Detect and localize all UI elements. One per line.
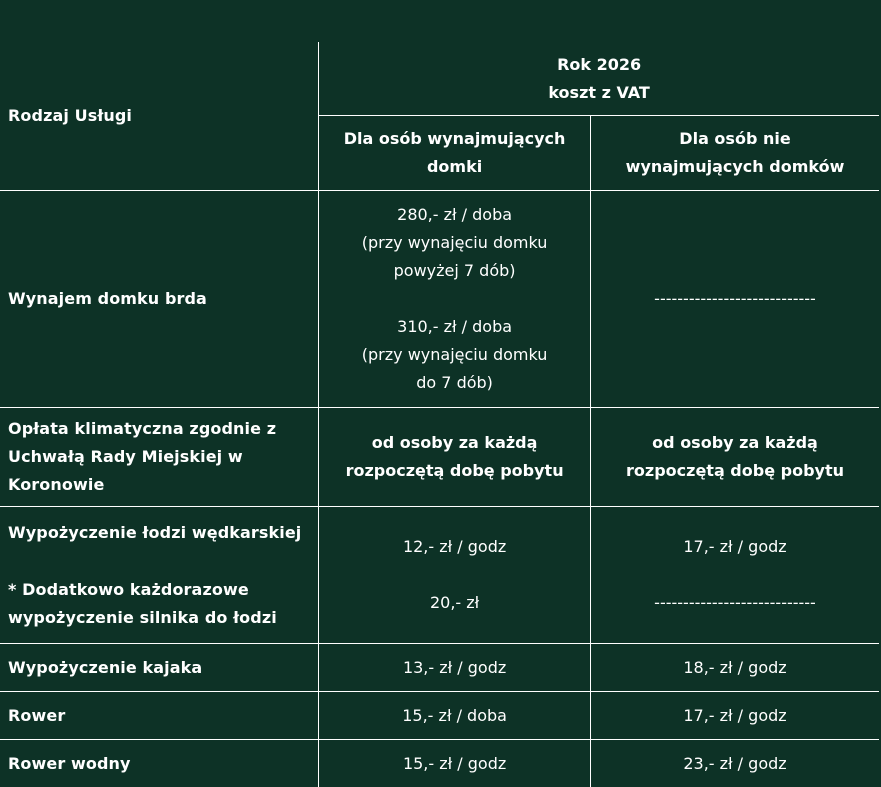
header-row-year xyxy=(0,42,879,116)
table-row-klimat xyxy=(0,408,879,507)
price-line: 12,- zł / godz xyxy=(327,533,582,561)
nonrenters-price xyxy=(591,191,880,408)
renters-price xyxy=(319,191,591,408)
service-name-line: Koronowie xyxy=(8,471,310,499)
service-name xyxy=(0,644,319,692)
price-line: od osoby za każdą xyxy=(327,429,582,457)
nonrenters-header-line1: Dla osób nie xyxy=(599,125,871,153)
nonrenters-price xyxy=(591,507,880,644)
price-line: 17,- zł / godz xyxy=(599,533,871,561)
renters-price xyxy=(319,408,591,507)
price-line: od osoby za każdą xyxy=(599,429,871,457)
dash-placeholder: ---------------------------- xyxy=(654,289,816,308)
price-line: 18,- zł / godz xyxy=(683,658,786,677)
table-row-kajak xyxy=(0,644,879,692)
nonrenters-price xyxy=(591,644,880,692)
service-name xyxy=(0,408,319,507)
renters-price xyxy=(319,692,591,740)
renters-header-line1: Dla osób wynajmujących xyxy=(327,125,582,153)
service-type-label: Rodzaj Usługi xyxy=(8,106,132,125)
nonrenters-header-line2: wynajmujących domków xyxy=(599,153,871,181)
price-line: 17,- zł / godz xyxy=(683,706,786,725)
price-line: 13,- zł / godz xyxy=(403,658,506,677)
extra-price-line: 20,- zł xyxy=(327,589,582,617)
table-row-wodny xyxy=(0,740,879,787)
price-table xyxy=(0,42,879,787)
service-name xyxy=(0,692,319,740)
service-name-label: Rower xyxy=(8,706,65,725)
price-line: 310,- zł / doba xyxy=(327,313,582,341)
service-name xyxy=(0,191,319,408)
service-name xyxy=(0,740,319,787)
service-name-line: Opłata klimatyczna zgodnie z xyxy=(8,415,310,443)
service-name xyxy=(0,507,319,644)
table-row-domek xyxy=(0,191,879,408)
nonrenters-price xyxy=(591,692,880,740)
service-name-line: Uchwałą Rady Miejskiej w xyxy=(8,443,310,471)
service-type-header xyxy=(0,42,319,191)
renters-price xyxy=(319,507,591,644)
renters-column-header xyxy=(319,116,591,191)
renters-price xyxy=(319,740,591,787)
price-line: 15,- zł / doba xyxy=(402,706,507,725)
nonrenters-price xyxy=(591,408,880,507)
price-note-line: do 7 dób) xyxy=(327,369,582,397)
price-line: rozpoczętą dobę pobytu xyxy=(327,457,582,485)
service-name-label: Rower wodny xyxy=(8,754,131,773)
year-label: Rok 2026 xyxy=(327,51,871,79)
service-name-label: Wypożyczenie łodzi wędkarskiej xyxy=(8,519,310,547)
year-header xyxy=(319,42,879,116)
price-line: 15,- zł / godz xyxy=(403,754,506,773)
nonrenters-column-header xyxy=(591,116,880,191)
table-row-rower xyxy=(0,692,879,740)
extra-service-line: wypożyczenie silnika do łodzi xyxy=(8,604,310,632)
price-note-line: powyżej 7 dób) xyxy=(327,257,582,285)
dash-placeholder: ---------------------------- xyxy=(599,589,871,617)
vat-label: koszt z VAT xyxy=(327,79,871,107)
table-row-lodz xyxy=(0,507,879,644)
renters-price xyxy=(319,644,591,692)
service-name-label: Wypożyczenie kajaka xyxy=(8,658,202,677)
price-note-line: (przy wynajęciu domku xyxy=(327,229,582,257)
service-name-label: Wynajem domku brda xyxy=(8,289,207,308)
price-line: rozpoczętą dobę pobytu xyxy=(599,457,871,485)
extra-service-line: * Dodatkowo każdorazowe xyxy=(8,576,310,604)
renters-header-line2: domki xyxy=(327,153,582,181)
price-note-line: (przy wynajęciu domku xyxy=(327,341,582,369)
price-line: 280,- zł / doba xyxy=(327,201,582,229)
nonrenters-price xyxy=(591,740,880,787)
price-line: 23,- zł / godz xyxy=(683,754,786,773)
